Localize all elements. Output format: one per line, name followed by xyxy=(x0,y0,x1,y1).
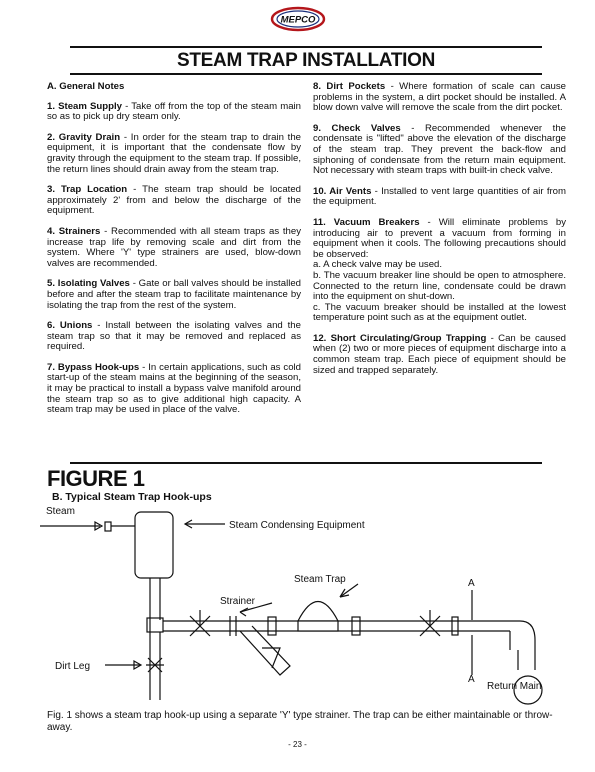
title-rule-top xyxy=(70,46,542,48)
label-section-a-top: A xyxy=(468,578,475,589)
note-subitem: b. The vacuum breaker line should be open to atmosphere. Connected to the return line, condensate could be drawn into the equipment on shut-down. xyxy=(313,269,566,303)
steam-trap-diagram xyxy=(40,500,570,710)
mepco-logo xyxy=(270,6,326,32)
notes-left-column xyxy=(47,82,301,426)
notes-heading: A. General Notes xyxy=(47,81,125,92)
note-item: 12. Short Circulating/Group Trapping - Can be caused when (2) two or more pieces of equipment discharge into a common steam trap. Each piece of equipment should be sized and trapped separately. xyxy=(313,332,566,376)
y-strainer xyxy=(240,626,290,675)
note-item: 10. Air Vents - Installed to vent large quantities of air from the equipment. xyxy=(313,185,567,208)
note-item: 11. Vacuum Breakers - Will eliminate problems by introducing air to prevent a vacuum from forming in equipment when it cools. The following precautions should be observed: xyxy=(313,216,566,260)
note-item: 3. Trap Location - The steam trap should be located approximately 2' from and below the discharge of the equipment. xyxy=(47,184,301,217)
figure-subtitle: B. Typical Steam Trap Hook-ups xyxy=(52,491,212,503)
logo-text: MEPCO xyxy=(280,14,316,26)
label-section-a-bottom: A xyxy=(468,674,475,685)
steam-trap-body xyxy=(298,602,338,622)
inlet-fitting xyxy=(105,522,111,531)
page-number: - 23 - xyxy=(288,740,307,749)
figure-title: FIGURE 1 xyxy=(47,466,145,491)
note-item: 1. Steam Supply - Take off from the top of the steam main so as to pick up dry steam only. xyxy=(47,100,301,123)
condensing-vessel xyxy=(135,512,173,578)
label-steam: Steam xyxy=(46,506,75,517)
notes-right-column xyxy=(313,82,566,386)
note-item: 4. Strainers - Recommended with all steam traps as they increase trap life by removing scale and dirt from the system. Where 'Y' type strainers are used, blow-down valves are recommended. xyxy=(47,225,301,269)
label-return-main: Return Main xyxy=(487,681,542,692)
union-fitting xyxy=(268,617,276,635)
label-dirt-leg: Dirt Leg xyxy=(55,661,91,672)
note-item: 6. Unions - Install between the isolating valves and the steam trap so that it may be removed and replaced as required. xyxy=(47,320,301,353)
note-item: 8. Dirt Pockets - Where formation of scale can cause problems in the system, a dirt pocket should be installed. A blow down valve will remove the scale from the dirt pocket. xyxy=(313,81,566,114)
tee-fitting xyxy=(147,618,163,632)
label-steam-trap: Steam Trap xyxy=(294,574,346,585)
page-title: STEAM TRAP INSTALLATION xyxy=(176,50,436,71)
union-fitting xyxy=(352,617,360,635)
title-rule-bottom xyxy=(70,73,542,75)
note-item: 2. Gravity Drain - In order for the steam trap to drain the equipment, it is important that the condensate flow by gravity through the equipment to the steam trap. If possible, the return lines should drain away from the steam trap. xyxy=(47,131,302,175)
note-subitem: c. The vacuum breaker should be installed at the lowest temperature point such as at the equipment outlet. xyxy=(313,301,566,324)
label-strainer: Strainer xyxy=(220,596,256,607)
note-item: 5. Isolating Valves - Gate or ball valves should be installed before and after the steam trap to facilitate maintenance by isolating the trap from the rest of the system. xyxy=(47,278,301,311)
figure-caption: Fig. 1 shows a steam trap hook-up using a separate 'Y' type strainer. The trap can be either maintainable or throw-away. xyxy=(47,710,553,733)
note-item: 7. Bypass Hook-ups - In certain applications, such as cold start-up of the steam mains at the beginning of the season, it may be practical to install a bypass valve manifold around the steam trap so as to give additional high capacity. A steam trap may be used in place of the valve. xyxy=(47,361,301,416)
note-subitem: a. A check valve may be used. xyxy=(313,259,443,271)
figure-rule xyxy=(70,462,542,464)
label-condensing-equipment: Steam Condensing Equipment xyxy=(229,520,365,531)
note-item: 9. Check Valves - Recommended whenever the condensate is "lifted" above the elevation of the discharge of the steam trap. They prevent the back-flow and siphoning of condensate from the return main equipment. Not necessary with steam traps with built-in check valve. xyxy=(313,122,566,177)
